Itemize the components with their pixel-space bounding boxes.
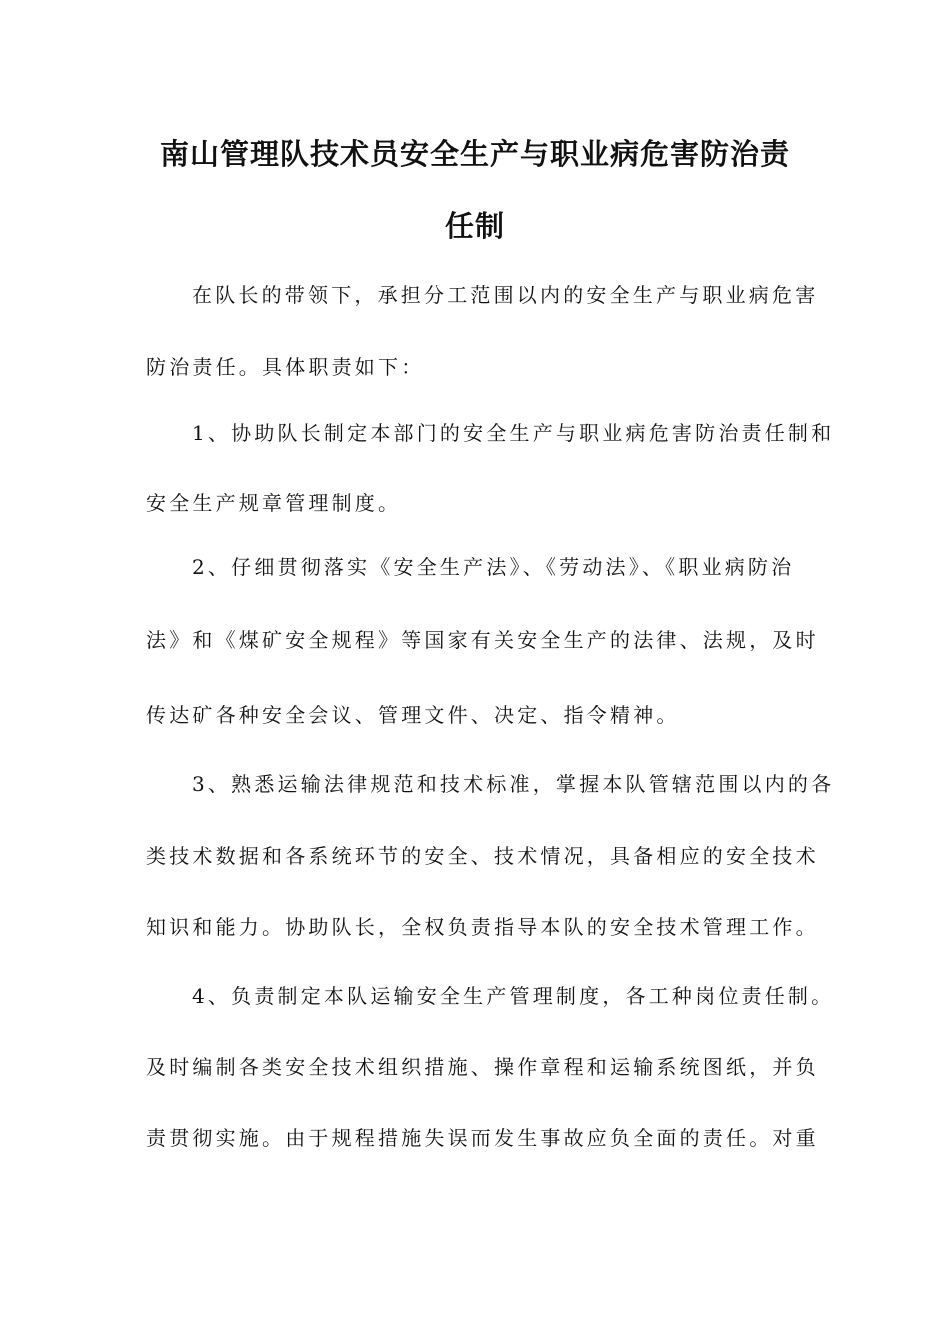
item-2-line-1: 2、仔细贯彻落实《安全生产法》、《劳动法》、《职业病防治 bbox=[192, 555, 795, 579]
item-4-line-1: 4、负责制定本队运输安全生产管理制度，各工种岗位责任制。 bbox=[192, 984, 835, 1008]
document-title-line-1: 南山管理队技术员安全生产与职业病危害防治责 bbox=[159, 137, 790, 171]
item-1-line-1: 1、协助队长制定本部门的安全生产与职业病危害防治责任制和 bbox=[192, 421, 835, 445]
item-3-line-1: 3、熟悉运输法律规范和技术标准，掌握本队管辖范围以内的各 bbox=[192, 772, 835, 796]
item-2-line-3: 传达矿各种安全会议、管理文件、决定、指令精神。 bbox=[146, 703, 680, 727]
item-4-line-2: 及时编制各类安全技术组织措施、操作章程和运输系统图纸，并负 bbox=[146, 1055, 819, 1079]
item-3-line-3: 知识和能力。协助队长，全权负责指导本队的安全技术管理工作。 bbox=[146, 915, 819, 939]
item-4-line-3: 责贯彻实施。由于规程措施失误而发生事故应负全面的责任。对重 bbox=[146, 1126, 819, 1150]
paragraph-intro-line-2: 防治责任。具体职责如下： bbox=[146, 355, 425, 379]
document-title-line-2: 任制 bbox=[444, 209, 505, 243]
item-3-line-2: 类技术数据和各系统环节的安全、技术情况，具备相应的安全技术 bbox=[146, 844, 819, 868]
item-1-line-2: 安全生产规章管理制度。 bbox=[146, 491, 402, 515]
item-2-line-2: 法》和《煤矿安全规程》等国家有关安全生产的法律、法规，及时 bbox=[146, 628, 819, 652]
paragraph-intro-line-1: 在队长的带领下，承担分工范围以内的安全生产与职业病危害 bbox=[192, 283, 819, 307]
